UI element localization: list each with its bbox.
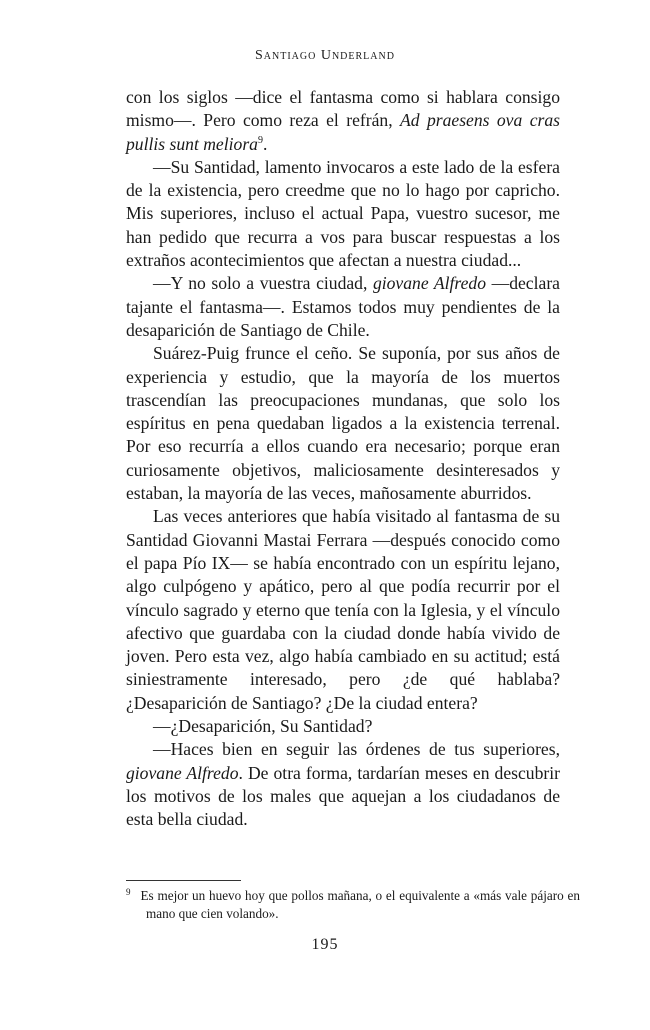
text-run: . De otra forma, tardarían meses en descubrir los motivos de los males que aquejan a los ciudadanos de esta bella ciudad.: [126, 762, 560, 830]
paragraph: [126, 342, 560, 505]
text-run: —Y no solo a vuestra ciudad,: [153, 273, 373, 294]
paragraph: [126, 505, 560, 715]
footnote-divider: [126, 880, 241, 881]
text-run: con los siglos —dice el fantasma como si hablara consigo mismo—. Pero como reza el refrán,: [126, 87, 560, 131]
footnote-marker: 9: [126, 886, 131, 897]
text-run: .: [262, 133, 268, 154]
footnote: [126, 887, 580, 923]
text-run: Las veces anteriores que había visitado al fantasma de su Santidad Giovanni Mastai Ferrara —después conocido como el papa Pío IX— se había encontrado con un espíritu lejano, algo culpógeno y apático, pero al que podía recurrir por el vínculo sagrado y eterno que tenía con la Iglesia, y el vínculo afectivo que guardaba con la ciudad donde había vivido de joven. Pero esta vez, algo había cambiado en su actitud; está siniestramente interesado, pero ¿de qué hablaba? ¿Desaparición de Santiago? ¿De la ciudad entera?: [126, 506, 560, 713]
paragraph: [126, 715, 560, 738]
page-number: 195: [311, 936, 339, 953]
text-run: —Su Santidad, lamento invocaros a este lado de la esfera de la existencia, pero creedme que no lo hago por capricho. Mis superiores, incluso el actual Papa, vuestro sucesor, me han pedido que recurra a vos para buscar respuestas a los extraños acontecimientos que afectan a nuestra ciudad...: [126, 156, 560, 271]
body-text: [126, 86, 560, 832]
italic-text: giovane Alfredo: [372, 273, 487, 294]
footnote-reference: 9: [257, 134, 263, 146]
paragraph: [126, 738, 560, 831]
paragraph: [126, 272, 560, 342]
paragraph: [126, 86, 560, 156]
text-run: Suárez-Puig frunce el ceño. Se suponía, por sus años de experiencia y estudio, que la mayoría de los muertos trascendían las preocupaciones mundanas, que solo los espíritus en pena quedaban ligados a la existencia terrenal. Por eso recurría a ellos cuando era necesario; porque eran curiosamente objetivos, maliciosamente desinteresados y estaban, la mayoría de las veces, mañosamente aburridos.: [126, 343, 560, 504]
italic-text: Ad praesens ova cras pullis sunt meliora: [126, 110, 560, 154]
text-run: —declara tajante el fantasma—. Estamos todos muy pendientes de la desaparición de Santiago de Chile.: [126, 273, 560, 340]
paragraph: [126, 156, 560, 272]
text-run: —Haces bien en seguir las órdenes de tus superiores,: [153, 739, 560, 760]
text-run: —¿Desaparición, Su Santidad?: [153, 716, 373, 737]
running-head: Santiago Underland: [255, 48, 395, 63]
italic-text: giovane Alfredo: [126, 762, 239, 783]
footnote-text: Es mejor un huevo hoy que pollos mañana, o el equivalente a «más vale pájaro en mano que cien volando».: [140, 888, 580, 921]
